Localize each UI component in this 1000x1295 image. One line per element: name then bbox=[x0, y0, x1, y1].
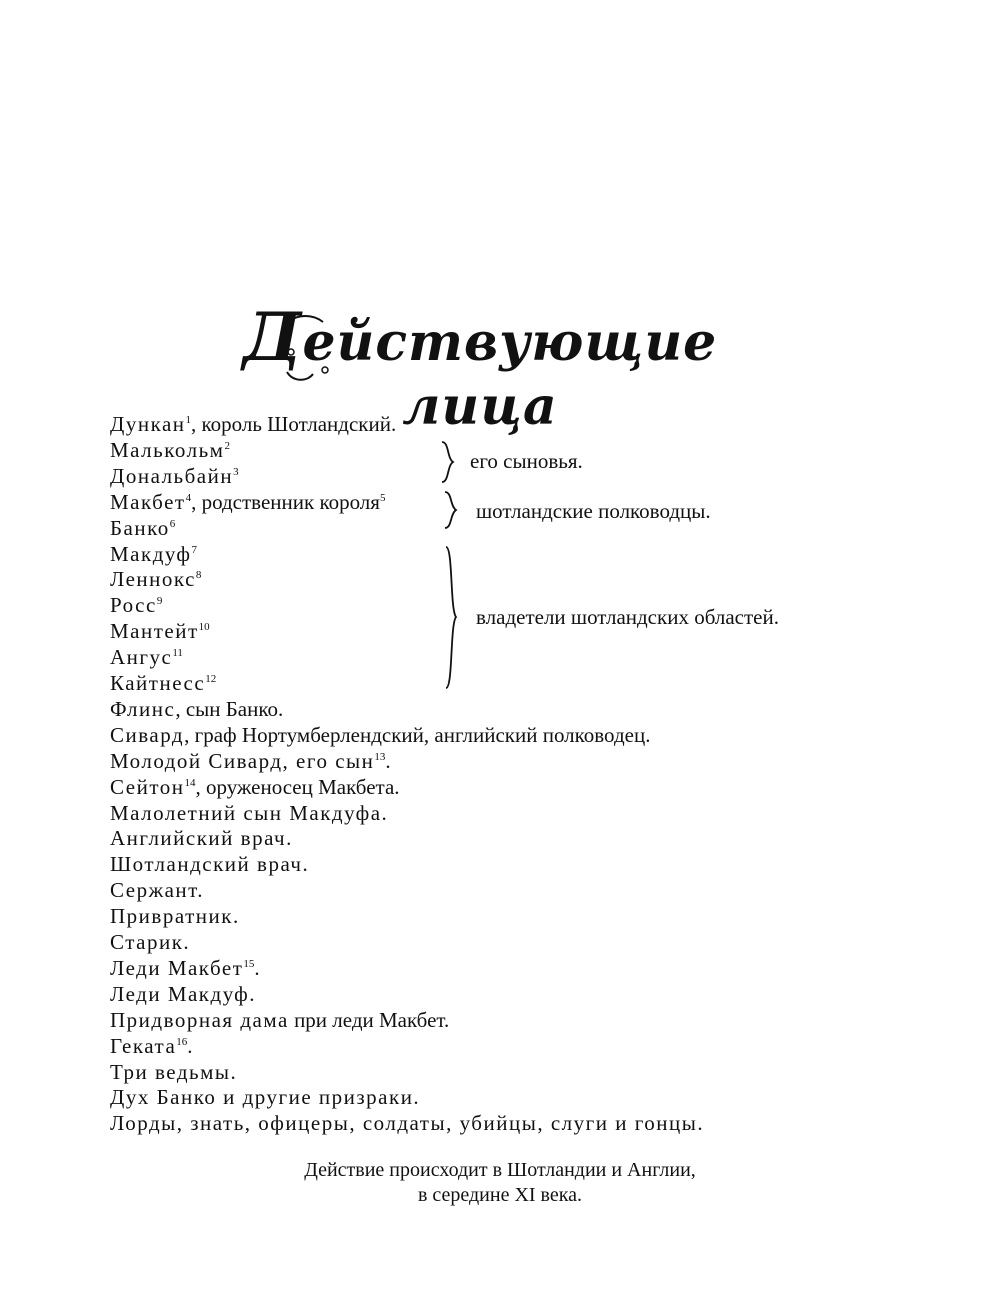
character-name: Дункан bbox=[110, 412, 186, 436]
character-row bbox=[110, 877, 204, 903]
character-name: Кайтнесс bbox=[110, 671, 206, 695]
character-row bbox=[110, 1084, 420, 1110]
character-description: , родственник короля bbox=[191, 489, 380, 514]
character-description: . bbox=[187, 1033, 193, 1058]
character-row bbox=[110, 1059, 237, 1085]
character-row bbox=[110, 670, 216, 696]
brace-icon bbox=[441, 545, 461, 690]
character-name: Лорды, знать, офицеры, солдаты, убийцы, слуги и гонцы. bbox=[110, 1111, 705, 1136]
footnote-marker: 6 bbox=[169, 517, 176, 530]
character-description: . bbox=[385, 748, 391, 773]
character-row bbox=[110, 411, 396, 437]
character-row bbox=[110, 489, 385, 515]
group-label-generals: шотландские полководцы. bbox=[476, 499, 711, 523]
character-row bbox=[110, 825, 293, 851]
character-row bbox=[110, 592, 162, 618]
character-row bbox=[110, 463, 239, 489]
footnote-marker: 15 bbox=[243, 957, 255, 970]
character-name: Шотландский врач. bbox=[110, 852, 310, 877]
character-description: . bbox=[254, 955, 260, 980]
character-description: , оруженосец Макбета. bbox=[195, 774, 400, 799]
character-row bbox=[110, 722, 650, 748]
character-name: Леди Макдуф. bbox=[110, 981, 257, 1006]
footnote-marker: 13 bbox=[374, 750, 386, 763]
character-name: Малолетний сын Макдуфа. bbox=[110, 800, 389, 825]
character-row bbox=[110, 981, 256, 1007]
setting-note-line1: Действие происходит в Шотландии и Англии, bbox=[304, 1159, 696, 1181]
character-name: Малькольм bbox=[110, 437, 225, 462]
character-row bbox=[110, 515, 175, 541]
character-name: Макбет bbox=[110, 489, 186, 514]
character-name: Сержант. bbox=[110, 878, 205, 903]
footnote-marker: 10 bbox=[198, 621, 210, 634]
footnote-marker: 2 bbox=[224, 439, 230, 452]
brace-icon bbox=[438, 440, 458, 484]
brace-icon bbox=[441, 490, 461, 530]
footnote-marker: 7 bbox=[191, 543, 197, 556]
footnote-marker: 3 bbox=[233, 465, 239, 478]
setting-note-line2: в середине XI века. bbox=[417, 1184, 583, 1206]
footnote-marker: 12 bbox=[205, 673, 217, 685]
character-name: Леннокс bbox=[110, 567, 196, 592]
character-name: Дух Банко и другие призраки. bbox=[110, 1085, 421, 1110]
character-name: Дональбайн bbox=[110, 463, 234, 488]
character-name: Ангус bbox=[110, 645, 173, 670]
character-row bbox=[110, 748, 391, 774]
character-name: Сивард bbox=[110, 722, 185, 747]
character-name: Старик. bbox=[110, 930, 191, 954]
character-name: Леди Макбет bbox=[110, 955, 244, 980]
character-description: при леди Макбет. bbox=[288, 1007, 450, 1032]
character-name: Флинс bbox=[110, 696, 176, 721]
footnote-marker: 14 bbox=[184, 776, 196, 789]
character-name: Сейтон bbox=[110, 774, 185, 799]
character-name: Геката bbox=[110, 1033, 177, 1058]
character-row bbox=[110, 644, 183, 670]
group-label-thanes: владетели шотландских областей. bbox=[476, 605, 779, 629]
character-name: Английский врач. bbox=[110, 826, 293, 851]
character-row bbox=[110, 566, 201, 592]
footnote-marker: 9 bbox=[156, 595, 163, 608]
character-description: , граф Нортумберлендский, английский полководец. bbox=[184, 722, 651, 747]
character-row bbox=[110, 696, 283, 722]
character-row bbox=[110, 800, 388, 826]
character-name: Придворная дама bbox=[110, 1007, 289, 1032]
character-row bbox=[110, 929, 190, 955]
character-description: , сын Банко. bbox=[175, 696, 284, 721]
character-row bbox=[110, 1033, 193, 1059]
character-row bbox=[110, 851, 309, 877]
character-row bbox=[110, 1007, 449, 1033]
character-name: Привратник. bbox=[110, 904, 240, 929]
character-row bbox=[110, 955, 260, 981]
character-name: Мантейт bbox=[110, 619, 199, 644]
character-name: Банко bbox=[110, 515, 170, 540]
footnote-marker: 5 bbox=[379, 491, 386, 504]
footnote-marker: 16 bbox=[176, 1035, 188, 1048]
character-row bbox=[110, 903, 240, 929]
footnote-marker: 8 bbox=[195, 569, 202, 582]
group-label-sons: его сыновья. bbox=[470, 449, 583, 473]
footnote-marker: 4 bbox=[185, 491, 192, 504]
character-row bbox=[110, 437, 230, 463]
character-row bbox=[110, 541, 197, 567]
footnote-marker: 11 bbox=[172, 647, 183, 660]
character-name: Молодой Сивард, его сын bbox=[110, 748, 375, 773]
character-name: Три ведьмы. bbox=[110, 1059, 238, 1084]
title-rest: ействующие лица bbox=[302, 312, 718, 437]
title-dropcap: Д bbox=[242, 298, 303, 376]
character-description: , король Шотландский. bbox=[191, 412, 397, 436]
character-name: Макдуф bbox=[110, 541, 192, 566]
character-row bbox=[110, 774, 400, 800]
footnote-marker: 1 bbox=[185, 414, 192, 426]
character-row bbox=[110, 1110, 704, 1136]
character-row bbox=[110, 618, 210, 644]
character-name: Росс bbox=[110, 593, 157, 618]
